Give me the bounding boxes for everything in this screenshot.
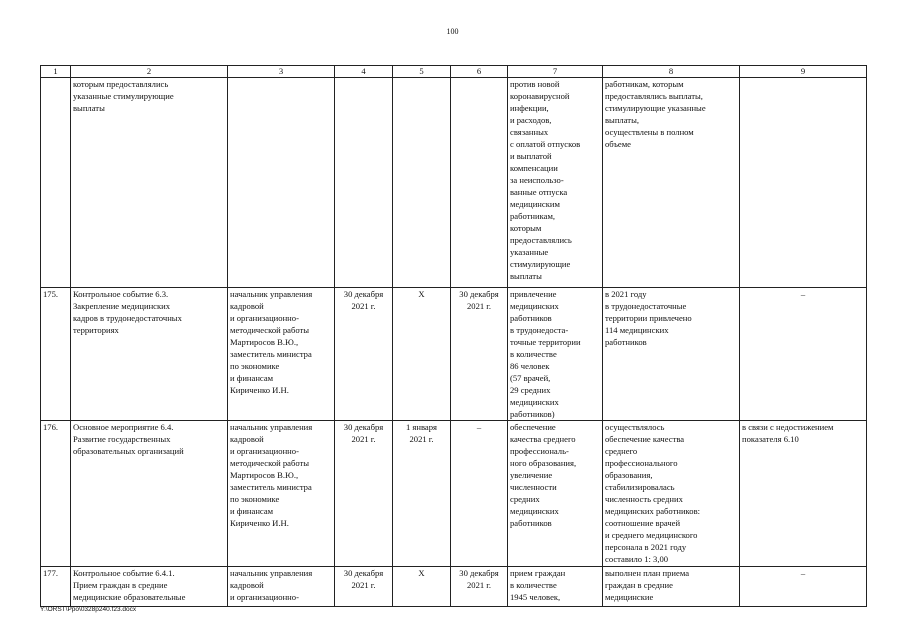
table-cell-c9	[740, 78, 867, 288]
table-cell-c4	[335, 567, 393, 607]
cell-line: 2021 г.	[466, 301, 492, 311]
column-number-cell: 2	[71, 66, 228, 78]
cell-line: в трудонедоста-	[510, 325, 569, 335]
cell-line: в количестве	[510, 349, 557, 359]
cell-line: образовательных организаций	[73, 446, 184, 456]
cell-line: профессиональ-	[510, 446, 569, 456]
table-cell-c2	[71, 288, 228, 421]
cell-line: Контрольное событие 6.4.1.	[73, 568, 175, 578]
cell-line: кадровой	[230, 580, 264, 590]
cell-line: Мартиросов В.Ю.,	[230, 470, 299, 480]
file-path-footer: Y:\ORST\Ppo\0328p240.f23.docx	[40, 606, 137, 613]
cell-line: и организационно-	[230, 313, 299, 323]
cell-line: медицинским	[510, 199, 560, 209]
cell-line: с оплатой отпусков	[510, 139, 581, 149]
table-cell-c7	[508, 288, 603, 421]
cell-line: образования,	[605, 470, 653, 480]
cell-line: Кириченко И.Н.	[230, 385, 289, 395]
table-cell-c6	[451, 78, 508, 288]
cell-line: 1 января	[405, 422, 437, 432]
cell-line: и выплатой	[510, 151, 552, 161]
cell-line: выплаты	[510, 271, 542, 281]
cell-line: компенсации	[510, 163, 558, 173]
cell-line: кадровой	[230, 301, 264, 311]
cell-line: увеличение	[510, 470, 553, 480]
cell-line: работникам,	[510, 211, 556, 221]
cell-line: и финансам	[230, 373, 274, 383]
cell-line: –	[800, 289, 806, 299]
cell-line: 29 средних	[510, 385, 551, 395]
column-number-row	[41, 66, 867, 78]
cell-line: численности	[510, 482, 557, 492]
cell-line: которым предоставлялись	[73, 79, 169, 89]
cell-line: профессионального	[605, 458, 678, 468]
cell-line: Контрольное событие 6.3.	[73, 289, 169, 299]
table-cell-c1	[41, 421, 71, 567]
cell-line: методической работы	[230, 325, 310, 335]
cell-line: начальник управления	[230, 568, 313, 578]
cell-line: в количестве	[510, 580, 557, 590]
cell-line: начальник управления	[230, 289, 313, 299]
cell-line: за неиспользо-	[510, 175, 564, 185]
cell-line: против новой	[510, 79, 560, 89]
column-number-cell: 7	[508, 66, 603, 78]
cell-line: стабилизировалась	[605, 482, 675, 492]
table-cell-c9	[740, 288, 867, 421]
cell-line: 2021 г.	[409, 434, 434, 444]
cell-line: 30 декабря	[459, 289, 499, 299]
cell-line: и организационно-	[230, 446, 299, 456]
cell-line: 30 декабря	[343, 422, 384, 432]
column-number-cell: 3	[228, 66, 335, 78]
table-cell-c2	[71, 78, 228, 288]
table-row	[41, 288, 867, 421]
cell-line: выполнен план приема	[605, 568, 690, 578]
column-number-cell: 8	[603, 66, 740, 78]
table-cell-c4	[335, 421, 393, 567]
cell-line: составило 1: 3,00	[605, 554, 669, 564]
table-cell-c5	[393, 421, 451, 567]
cell-line: Х	[418, 289, 425, 299]
cell-line: граждан в средние	[605, 580, 673, 590]
cell-line: 175.	[43, 289, 59, 299]
cell-line: предоставлялись выплаты,	[605, 91, 703, 101]
cell-line: которым	[510, 223, 542, 233]
cell-line: соотношение врачей	[605, 518, 681, 528]
cell-line: 30 декабря	[343, 568, 384, 578]
cell-line: 1945 человек,	[510, 592, 561, 602]
cell-line: 30 декабря	[459, 568, 499, 578]
cell-line: территориях	[73, 325, 119, 335]
cell-line: работников	[510, 313, 552, 323]
cell-line: кадровой	[230, 434, 264, 444]
report-table	[40, 65, 867, 607]
table-cell-c7	[508, 78, 603, 288]
column-number-cell: 6	[451, 66, 508, 78]
cell-line: обеспечение	[510, 422, 556, 432]
table-row	[41, 78, 867, 288]
cell-line: по экономике	[230, 494, 280, 504]
cell-line: в 2021 году	[605, 289, 647, 299]
cell-line: 2021 г.	[466, 580, 492, 590]
cell-line: точные территории	[510, 337, 581, 347]
table-cell-c6	[451, 567, 508, 607]
table-cell-c8	[603, 288, 740, 421]
table-cell-c1	[41, 567, 71, 607]
cell-line: коронавирусной	[510, 91, 570, 101]
table-cell-c5	[393, 288, 451, 421]
cell-line: (57 врачей,	[510, 373, 551, 383]
table-cell-c2	[71, 421, 228, 567]
cell-line: осуществлены в полном	[605, 127, 694, 137]
cell-line: инфекции,	[510, 103, 549, 113]
column-number-cell: 4	[335, 66, 393, 78]
table-cell-c8	[603, 567, 740, 607]
cell-line: предоставлялись	[510, 235, 572, 245]
cell-line: Закрепление медицинских	[73, 301, 171, 311]
cell-line: численность средних	[605, 494, 683, 504]
cell-line: 2021 г.	[351, 301, 376, 311]
cell-line: указанные	[510, 247, 549, 257]
cell-line: и организационно-	[230, 592, 299, 602]
cell-line: и среднего медицинского	[605, 530, 698, 540]
cell-line: 2021 г.	[351, 434, 376, 444]
cell-line: стимулирующие	[510, 259, 571, 269]
cell-line: –	[800, 568, 806, 578]
cell-line: территории привлечено	[605, 313, 692, 323]
cell-line: работникам, которым	[605, 79, 684, 89]
table-cell-c1	[41, 78, 71, 288]
column-number-cell: 9	[740, 66, 867, 78]
cell-line: Развитие государственных	[73, 434, 171, 444]
cell-line: средних	[510, 494, 540, 504]
cell-line: медицинских	[510, 506, 559, 516]
cell-line: ного образования,	[510, 458, 577, 468]
cell-line: работников)	[510, 409, 555, 419]
cell-line: 176.	[43, 422, 59, 432]
cell-line: объеме	[605, 139, 631, 149]
table-cell-c7	[508, 567, 603, 607]
cell-line: привлечение	[510, 289, 557, 299]
table-cell-c5	[393, 567, 451, 607]
cell-line: 86 человек	[510, 361, 550, 371]
table-cell-c6	[451, 288, 508, 421]
page-number: 100	[446, 27, 459, 36]
cell-line: 177.	[43, 568, 59, 578]
cell-line: и расходов,	[510, 115, 552, 125]
table-cell-c4	[335, 78, 393, 288]
cell-line: ванные отпуска	[510, 187, 568, 197]
table-cell-c2	[71, 567, 228, 607]
table-cell-c9	[740, 421, 867, 567]
cell-line: и финансам	[230, 506, 274, 516]
cell-line: начальник управления	[230, 422, 313, 432]
cell-line: медицинских работников:	[605, 506, 701, 516]
table-cell-c5	[393, 78, 451, 288]
cell-line: 2021 г.	[351, 580, 376, 590]
cell-line: обеспечение качества	[605, 434, 685, 444]
cell-line: 114 медицинских	[605, 325, 669, 335]
table-cell-c3	[228, 567, 335, 607]
table-cell-c3	[228, 288, 335, 421]
cell-line: выплаты	[73, 103, 105, 113]
cell-line: медицинские	[605, 592, 654, 602]
cell-line: стимулирующие указанные	[605, 103, 706, 113]
cell-line: Прием граждан в средние	[73, 580, 168, 590]
cell-line: среднего	[605, 446, 638, 456]
table-row	[41, 421, 867, 567]
cell-line: прием граждан	[510, 568, 566, 578]
cell-line: Х	[418, 568, 425, 578]
table-cell-c8	[603, 78, 740, 288]
cell-line: указанные стимулирующие	[73, 91, 174, 101]
cell-line: –	[476, 422, 482, 432]
cell-line: 30 декабря	[343, 289, 384, 299]
cell-line: персонала в 2021 году	[605, 542, 687, 552]
cell-line: связанных	[510, 127, 549, 137]
table-cell-c4	[335, 288, 393, 421]
table-cell-c9	[740, 567, 867, 607]
table-cell-c8	[603, 421, 740, 567]
cell-line: медицинских	[510, 397, 559, 407]
column-number-cell: 1	[41, 66, 71, 78]
table-cell-c1	[41, 288, 71, 421]
cell-line: по экономике	[230, 361, 280, 371]
cell-line: в связи с недостижением	[742, 422, 834, 432]
table-cell-c7	[508, 421, 603, 567]
table-cell-c3	[228, 78, 335, 288]
cell-line: методической работы	[230, 458, 310, 468]
cell-line: кадров в трудонедостаточных	[73, 313, 182, 323]
cell-line: медицинских	[510, 301, 559, 311]
cell-line: заместитель министра	[230, 482, 312, 492]
cell-line: качества среднего	[510, 434, 576, 444]
cell-line: Кириченко И.Н.	[230, 518, 289, 528]
cell-line: работников	[510, 518, 552, 528]
cell-line: работников	[605, 337, 647, 347]
cell-line: осуществлялось	[605, 422, 665, 432]
cell-line: в трудонедостаточные	[605, 301, 687, 311]
table-row	[41, 567, 867, 607]
cell-line: медицинские образовательные	[73, 592, 186, 602]
cell-line: выплаты,	[605, 115, 639, 125]
cell-line: заместитель министра	[230, 349, 312, 359]
cell-line: показателя 6.10	[742, 434, 799, 444]
table-cell-c3	[228, 421, 335, 567]
cell-line: Основное мероприятие 6.4.	[73, 422, 174, 432]
cell-line: Мартиросов В.Ю.,	[230, 337, 299, 347]
table-cell-c6	[451, 421, 508, 567]
column-number-cell: 5	[393, 66, 451, 78]
